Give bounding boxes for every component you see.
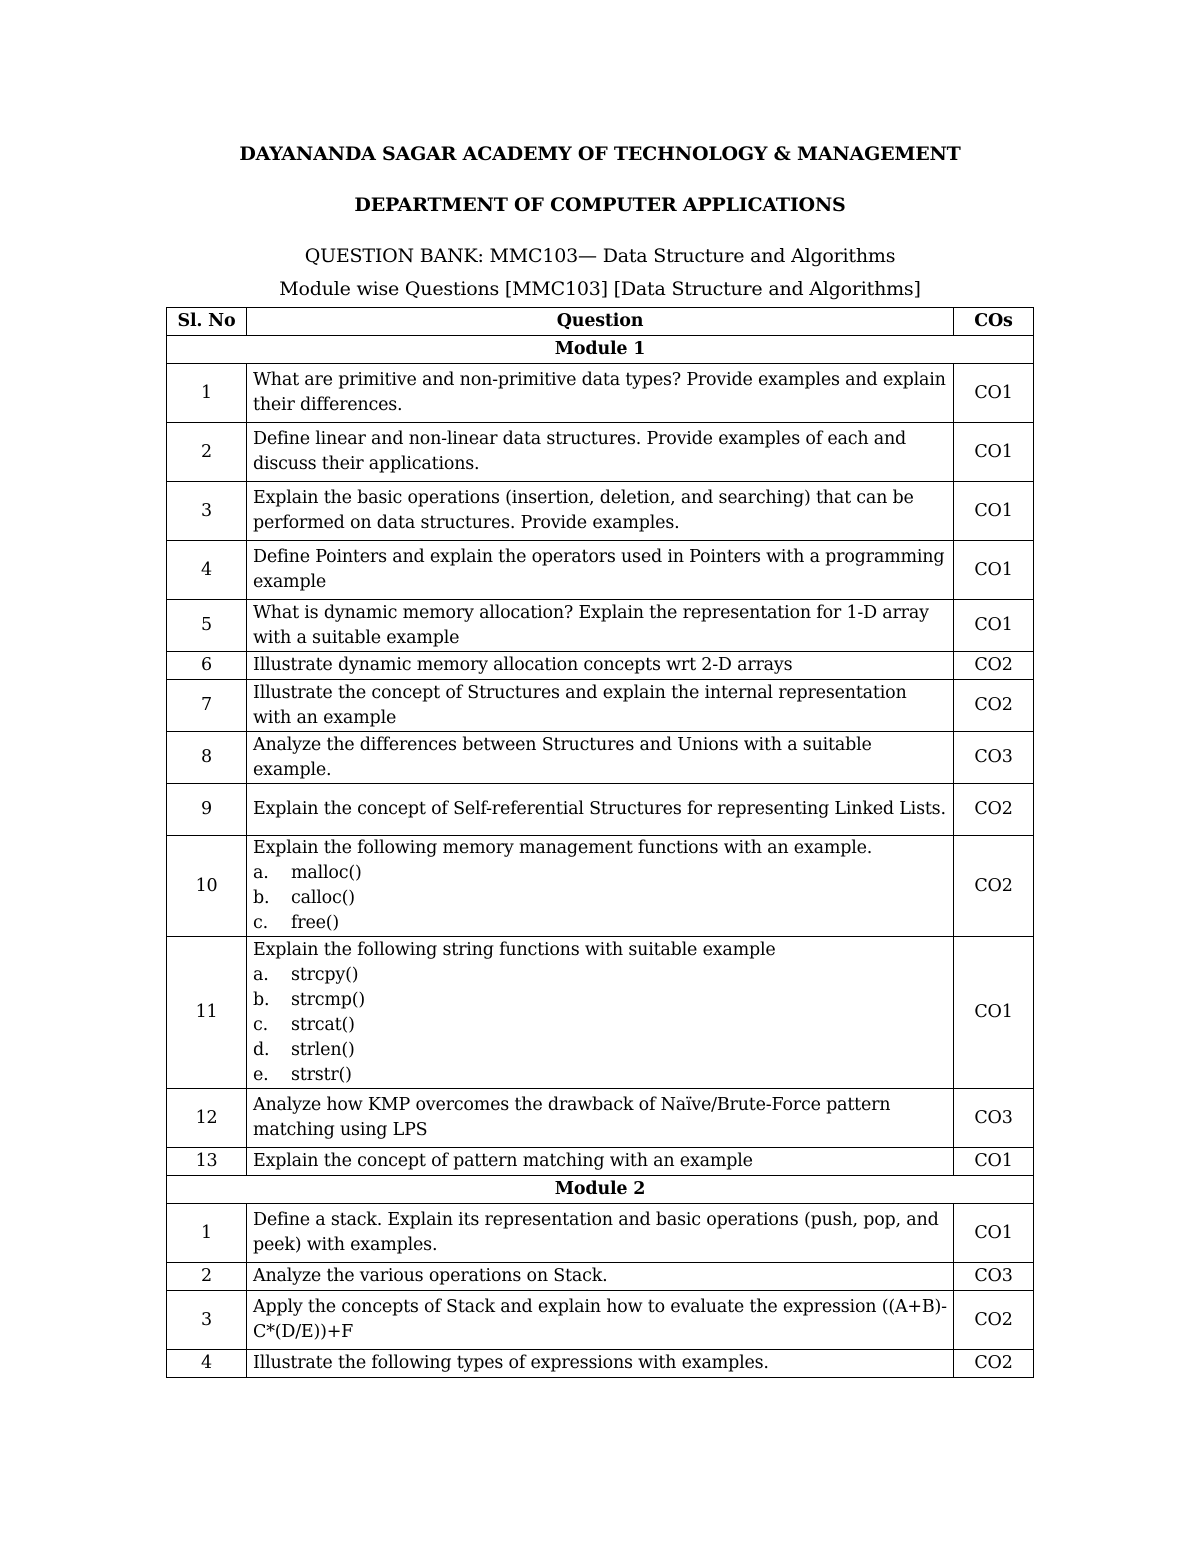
- question-cell: [247, 600, 954, 652]
- question-text: Illustrate the concept of Structures and explain the internal representation with an example: [253, 682, 907, 728]
- list-item-marker: e.: [253, 1064, 269, 1085]
- course-outcome: CO1: [954, 1204, 1034, 1263]
- table-row: [167, 1350, 1034, 1378]
- table-row: [167, 364, 1034, 423]
- module-heading-row: [167, 336, 1034, 364]
- list-item: [253, 886, 947, 911]
- question-text: Analyze the differences between Structures and Unions with a suitable example.: [253, 734, 872, 780]
- list-item-text: strlen(): [291, 1039, 355, 1060]
- question-cell: [247, 364, 954, 423]
- department-title: DEPARTMENT OF COMPUTER APPLICATIONS: [354, 194, 846, 216]
- list-item-marker: b.: [253, 888, 270, 908]
- question-number: 2: [167, 1263, 247, 1291]
- table-row: [167, 652, 1034, 680]
- list-item-text: strstr(): [291, 1064, 352, 1085]
- question-number: 3: [167, 482, 247, 541]
- question-number: 9: [167, 784, 247, 836]
- list-item-text: calloc(): [291, 888, 355, 908]
- question-number: 8: [167, 732, 247, 784]
- question-text: Explain the following string functions with suitable example: [253, 939, 776, 960]
- institution-title: DAYANANDA SAGAR ACADEMY OF TECHNOLOGY & MANAGEMENT: [239, 143, 961, 165]
- list-item-marker: d.: [253, 1039, 270, 1060]
- list-item: [253, 963, 947, 988]
- question-number: 1: [167, 364, 247, 423]
- question-cell: [247, 937, 954, 1089]
- question-table: [166, 307, 1034, 1378]
- list-item-text: malloc(): [291, 863, 362, 883]
- question-cell: [247, 652, 954, 680]
- question-number: 12: [167, 1089, 247, 1148]
- question-number: 6: [167, 652, 247, 680]
- course-outcome: CO1: [954, 482, 1034, 541]
- question-cell: [247, 423, 954, 482]
- table-row: [167, 1148, 1034, 1176]
- course-outcome: CO2: [954, 652, 1034, 680]
- table-row: [167, 937, 1034, 1089]
- question-text: Define Pointers and explain the operators used in Pointers with a programming example: [253, 547, 945, 592]
- list-item-text: strcmp(): [291, 989, 366, 1010]
- course-outcome: CO2: [954, 836, 1034, 937]
- list-item: [253, 911, 947, 936]
- question-cell: [247, 680, 954, 732]
- question-cell: [247, 482, 954, 541]
- module-title: Module 2: [167, 1176, 1034, 1204]
- course-outcome: CO1: [954, 600, 1034, 652]
- question-number: 2: [167, 423, 247, 482]
- question-cell: [247, 836, 954, 937]
- table-row: [167, 836, 1034, 937]
- list-item: [253, 1013, 947, 1038]
- course-outcome: CO2: [954, 1350, 1034, 1378]
- table-row: [167, 784, 1034, 836]
- question-text: Explain the concept of pattern matching with an example: [253, 1151, 753, 1171]
- question-text: What is dynamic memory allocation? Explain the representation for 1-D array with a suitable example: [253, 602, 929, 648]
- question-text: Explain the following memory management functions with an example.: [253, 838, 873, 858]
- course-outcome: CO3: [954, 732, 1034, 784]
- header-cos: COs: [954, 308, 1034, 336]
- list-item-text: strcat(): [291, 1014, 355, 1035]
- question-text: Analyze how KMP overcomes the drawback of Naïve/Brute-Force pattern matching using LPS: [253, 1095, 891, 1140]
- sub-item-list: [253, 861, 947, 936]
- question-cell: [247, 1089, 954, 1148]
- question-text: What are primitive and non-primitive data types? Provide examples and explain their differences.: [253, 370, 946, 415]
- table-row: [167, 600, 1034, 652]
- module-wise-subtitle: Module wise Questions [MMC103] [Data Structure and Algorithms]: [279, 278, 921, 300]
- question-number: 1: [167, 1204, 247, 1263]
- question-number: 3: [167, 1291, 247, 1350]
- question-number: 7: [167, 680, 247, 732]
- list-item-text: strcpy(): [291, 964, 359, 985]
- table-row: [167, 423, 1034, 482]
- course-outcome: CO1: [954, 1148, 1034, 1176]
- list-item-marker: c.: [253, 913, 268, 933]
- table-row: [167, 1089, 1034, 1148]
- course-outcome: CO3: [954, 1089, 1034, 1148]
- question-bank-title: QUESTION BANK: MMC103— Data Structure and Algorithms: [304, 245, 896, 267]
- table-row: [167, 680, 1034, 732]
- question-text: Illustrate dynamic memory allocation concepts wrt 2-D arrays: [253, 655, 793, 675]
- question-text: Apply the concepts of Stack and explain how to evaluate the expression ((A+B)-C*(D/E))+F: [253, 1297, 947, 1342]
- question-cell: [247, 1291, 954, 1350]
- course-outcome: CO1: [954, 364, 1034, 423]
- header-question: Question: [247, 308, 954, 336]
- course-outcome: CO1: [954, 937, 1034, 1089]
- table-row: [167, 482, 1034, 541]
- question-text: Illustrate the following types of expressions with examples.: [253, 1353, 769, 1373]
- table-row: [167, 1204, 1034, 1263]
- question-cell: [247, 732, 954, 784]
- table-row: [167, 732, 1034, 784]
- question-number: 4: [167, 1350, 247, 1378]
- list-item-marker: a.: [253, 863, 269, 883]
- table-header-row: [167, 308, 1034, 336]
- question-number: 11: [167, 937, 247, 1089]
- question-number: 10: [167, 836, 247, 937]
- question-number: 5: [167, 600, 247, 652]
- course-outcome: CO2: [954, 784, 1034, 836]
- question-cell: [247, 784, 954, 836]
- sub-item-list: [253, 963, 947, 1088]
- list-item: [253, 1038, 947, 1063]
- list-item-marker: a.: [253, 964, 269, 985]
- module-title: Module 1: [167, 336, 1034, 364]
- question-cell: [247, 1263, 954, 1291]
- list-item-marker: c.: [253, 1014, 268, 1035]
- question-number: 4: [167, 541, 247, 600]
- question-text: Explain the basic operations (insertion, deletion, and searching) that can be performed on data structures. Provide examples.: [253, 488, 914, 533]
- course-outcome: CO1: [954, 541, 1034, 600]
- course-outcome: CO1: [954, 423, 1034, 482]
- table-row: [167, 1291, 1034, 1350]
- question-text: Define linear and non-linear data structures. Provide examples of each and discuss their applications.: [253, 429, 907, 474]
- question-text: Explain the concept of Self-referential Structures for representing Linked Lists.: [253, 799, 946, 819]
- header-sl-no: Sl. No: [167, 308, 247, 336]
- list-item: [253, 988, 947, 1013]
- table-row: [167, 1263, 1034, 1291]
- question-number: 13: [167, 1148, 247, 1176]
- list-item: [253, 1063, 947, 1088]
- question-cell: [247, 1350, 954, 1378]
- list-item-text: free(): [291, 913, 340, 933]
- course-outcome: CO2: [954, 680, 1034, 732]
- module-heading-row: [167, 1176, 1034, 1204]
- question-text: Define a stack. Explain its representation and basic operations (push, pop, and peek) with examples.: [253, 1210, 939, 1255]
- question-cell: [247, 1148, 954, 1176]
- question-cell: [247, 541, 954, 600]
- question-cell: [247, 1204, 954, 1263]
- course-outcome: CO2: [954, 1291, 1034, 1350]
- list-item-marker: b.: [253, 989, 270, 1010]
- list-item: [253, 861, 947, 886]
- table-body: [167, 336, 1034, 1378]
- table-row: [167, 541, 1034, 600]
- question-text: Analyze the various operations on Stack.: [253, 1266, 608, 1286]
- course-outcome: CO3: [954, 1263, 1034, 1291]
